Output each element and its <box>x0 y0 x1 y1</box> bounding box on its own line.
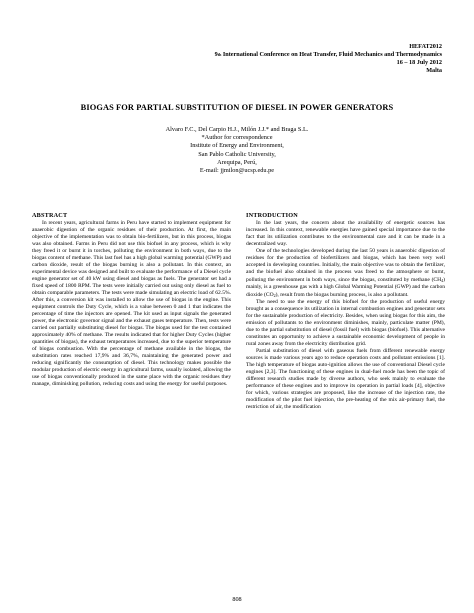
affiliation-line-2: San Pablo Catholic University, <box>198 150 276 158</box>
intro-p2-part-c: ), result from the biogas burning process, is also a pollutant. <box>275 291 409 298</box>
affiliation-line-3: Arequipa, Perú, <box>217 158 257 166</box>
paper-title: BIOGAS FOR PARTIAL SUBSTITUTION OF DIESEL IN POWER GENERATORS <box>80 103 394 112</box>
introduction-paragraph-3: The need to use the energy of this biofuel for the production of useful energy brought as a consequence its utilization in internal combustion engines and generator sets for the sustainable production of electricity. Besides, when using biogas for this aim, the emission of pollutants to the environment diminishes, mainly, particulate matter (PM), due to the partial substitution of diesel (fossil fuel) with biogas (biofuel). This alternative constitutes an opportunity to achieve a sustainable economic development of people in rural zones away from the electricity distribution grid. <box>246 298 445 347</box>
introduction-column <box>246 212 445 411</box>
conference-header <box>112 43 442 75</box>
affiliation-line-1: Institute of Energy and Environment, <box>190 142 284 150</box>
conference-name-line <box>112 51 442 59</box>
abstract-text: In recent years, agricultural farms in Peru have started to implement equipment for anaerobic digestion of the organic residues of their production. At first, the main objective of the implementation was to obtain bio-fertilizers, but in this process, biogas was also obtained. Farms in Peru did not use this biofuel in any process, which is why they freed it or burnt it in torches, polluting the environment in both ways, due to the biogas content of methane. This last fuel has a high global warming potential (GWP) and carbon dioxide, result of the biogas burning is also a pollutant. In this context, an experimental device was designed and built to evaluate the performance of a Diesel cycle engine generator set of 40 kW using diesel and biogas as fuels. The generator set had a fixed speed of 1800 RPM. The tests were initially carried out using only diesel as fuel to obtain comparable parameters. The tests were made simulating an electric load of 62.5%. After this, a conversion kit was installed to allow the use of biogas in the engine. This equipment controls the Duty Cycle, which is a value between 0 and 1 that indicates the percentage of time the injectors are opened. The kit used as input signals the generated power, the electronic governor signal and the exhaust gases temperature. Then, tests were carried out partially substituting diesel for biogas. The biogas used for the test contained approximately 40% of methane. The results indicated that for higher Duty Cycles (higher quantities of biogas), the exhaust temperatures increased, due to the superior temperature of biogas combustion. With the percentage of methane available in the biogas, the substitution rates reached 17,9% and 36,7%, maintaining the generated power and reducing significantly the consumption of diesel. This technology makes possible the modular production of electric energy in agricultural farms, usually isolated, allowing the use of biogas conventionally produced in the same place with the organic residues they manage, diminishing pollution, reducing costs and using the energy for useful purposes. <box>32 219 231 387</box>
page-number: 808 <box>232 596 242 603</box>
author-email: E-mail: jjmilon@ucsp.edu.pe <box>199 167 275 175</box>
conference-ordinal: 9 <box>214 51 218 59</box>
conference-acronym: HEFAT2012 <box>409 43 442 50</box>
intro-p2-part-a: One of the technologies developed during the last 50 years is anaerobic digestion of residues for the production of biofertilizers and biogas, which has been very well accepted in developing countries. Initially, the main objective was to obtain the fertilizer, and the biofuel also obtained in the process was freed to the atmosphere or burnt, polluting the environment in both ways, since the biogas, constituted by methane (CH <box>246 247 445 283</box>
intro-p2-part-b: ) mainly, is a greenhouse gas with a high Global Warming Potential (GWP) and the carbon dioxide (CO <box>246 276 445 298</box>
conference-dates: 16 – 18 July 2012 <box>396 59 442 67</box>
introduction-paragraph-1: In the last years, the concern about the availability of energetic sources has increased. In this context, renewable energies have gained special importance due to the fact that its utilization contributes to the environmental care and it can be made in a decentralized way. <box>246 219 445 247</box>
introduction-paragraph-2 <box>246 248 445 299</box>
author-block <box>0 126 474 175</box>
introduction-paragraph-4: Partial substitution of diesel with gaseous fuels from different renewable energy sources is made various years ago to reduce operation costs and pollutant emissions [1]. The high temperature of biogas auto-ignition allows the use of conventional Diesel cycle engines [2,3]. The functioning of these engines in dual-fuel mode has been the topic of different research studies made by diverse authors, who seek mainly to evaluate the performance of these engines and to improve its operation in partial loads [4], objective for which, various strategies are proposed, like the increase of the injection rate, the modification of the pilot fuel injection, the pre-heating of the mix air-primary fuel, the restriction of air, the modification <box>246 347 445 410</box>
ch4-subscript: 4 <box>441 277 444 283</box>
co2-subscript: 2 <box>273 292 276 298</box>
abstract-heading: ABSTRACT <box>32 212 68 219</box>
conference-ordinal-suffix: th <box>217 52 222 58</box>
abstract-column <box>32 212 231 388</box>
correspondence-note: *Author for correspondence <box>201 134 273 142</box>
introduction-heading: INTRODUCTION <box>246 212 298 219</box>
author-names: Alvaro F.C., Del Carpio H.J., Milón J.J.* and Braga S.L. <box>165 126 309 133</box>
conference-name: International Conference on Heat Transfer, Fluid Mechanics and Thermodynamics <box>221 51 442 59</box>
conference-location: Malta <box>426 67 442 75</box>
